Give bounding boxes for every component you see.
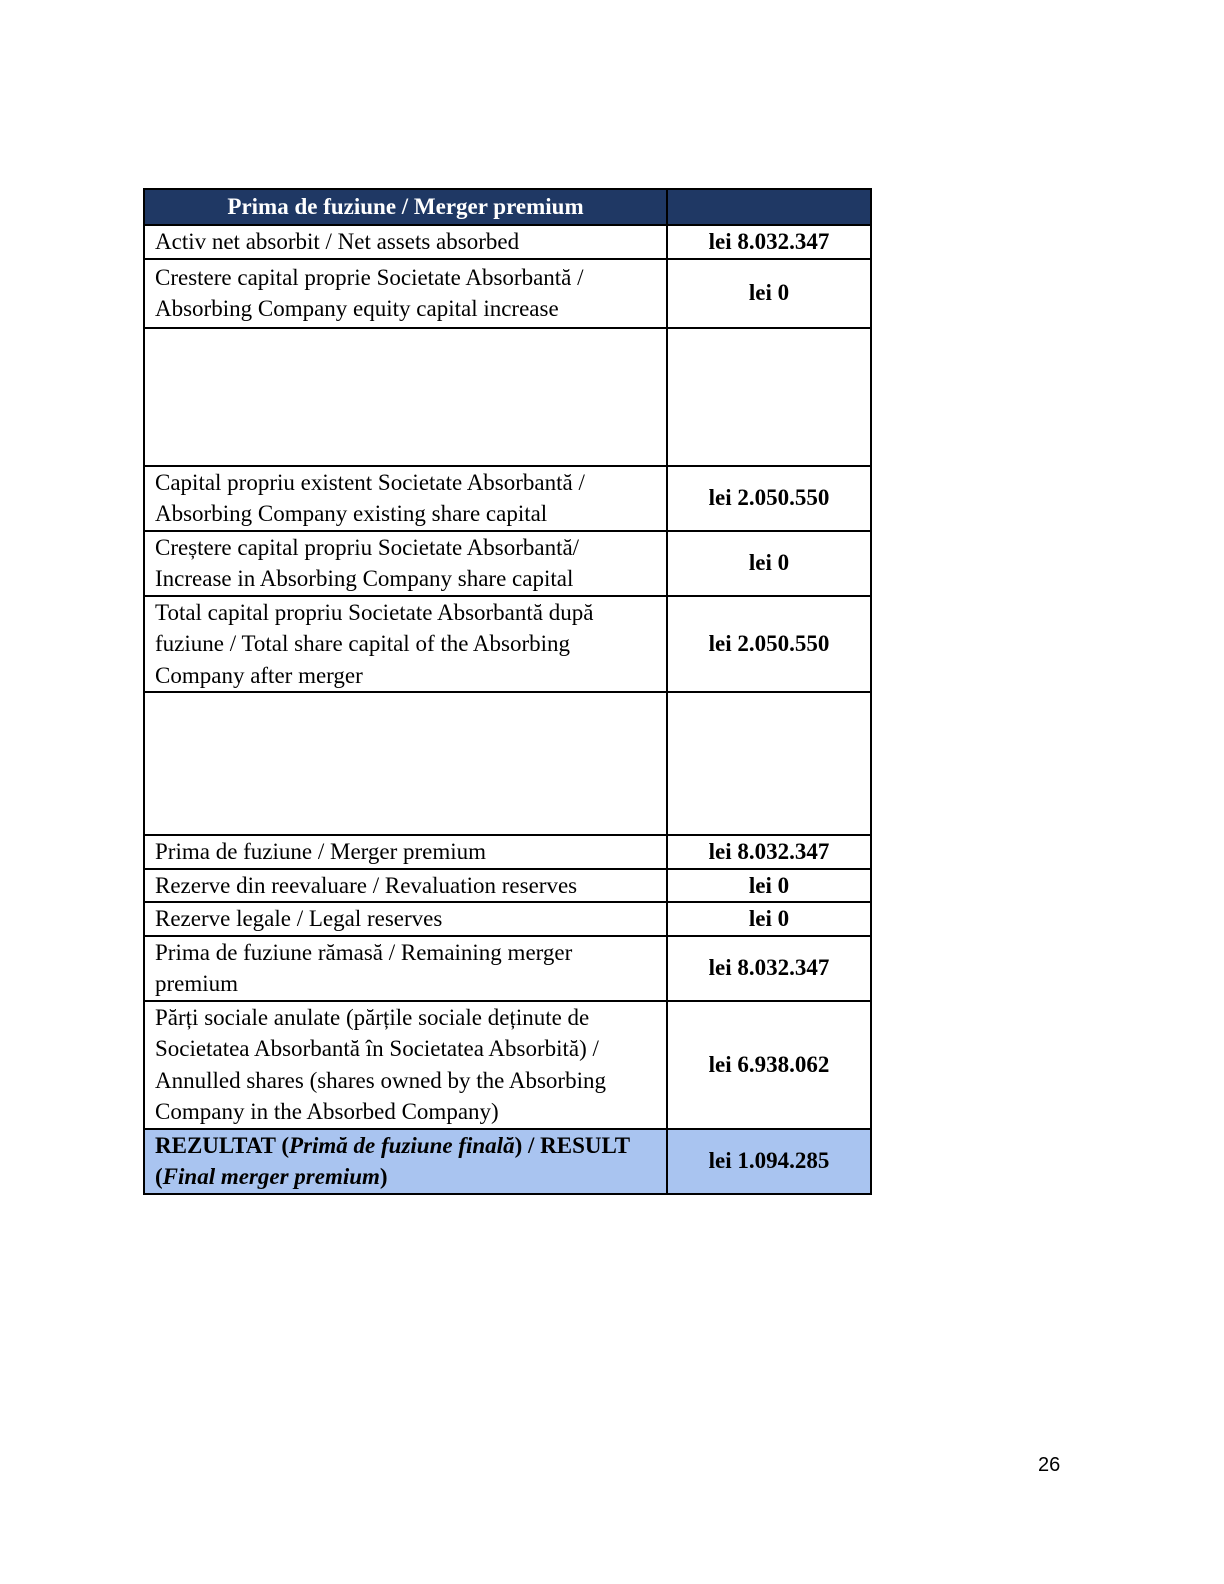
table-row bbox=[144, 596, 871, 693]
result-label bbox=[144, 1129, 667, 1194]
result-label-part3: ) bbox=[379, 1164, 388, 1189]
result-label-part1: REZULTAT ( bbox=[155, 1132, 290, 1158]
row-label: Creștere capital propriu Societate Absorbantă/ Increase in Absorbing Company share capital bbox=[144, 531, 667, 596]
row-label: Activ net absorbit / Net assets absorbed bbox=[144, 225, 667, 259]
row-value: lei 2.050.550 bbox=[667, 466, 871, 531]
blank-cell bbox=[144, 692, 667, 835]
table-row bbox=[144, 1001, 871, 1129]
blank-cell bbox=[667, 328, 871, 466]
table-row bbox=[144, 936, 871, 1001]
row-value: lei 6.938.062 bbox=[667, 1001, 871, 1129]
table-row bbox=[144, 869, 871, 903]
row-value: lei 8.032.347 bbox=[667, 835, 871, 869]
table-row bbox=[144, 835, 871, 869]
row-value: lei 8.032.347 bbox=[667, 225, 871, 259]
result-label-part2: ) / RESULT ( bbox=[155, 1132, 630, 1189]
row-label: Prima de fuziune / Merger premium bbox=[144, 835, 667, 869]
row-value: lei 0 bbox=[667, 531, 871, 596]
row-value: lei 0 bbox=[667, 869, 871, 903]
table-row bbox=[144, 466, 871, 531]
table-row bbox=[144, 225, 871, 259]
row-label: Total capital propriu Societate Absorbantă după fuziune / Total share capital of the Absorbing Company after merger bbox=[144, 596, 667, 693]
table-row bbox=[144, 902, 871, 936]
blank-row bbox=[144, 328, 871, 466]
blank-cell bbox=[667, 692, 871, 835]
row-label: Crestere capital proprie Societate Absorbantă / Absorbing Company equity capital increase bbox=[144, 259, 667, 328]
result-label-italic1: Primă de fuziune finală bbox=[289, 1132, 515, 1158]
row-label: Părți sociale anulate (părțile sociale deținute de Societatea Absorbantă în Societatea Absorbită) / Annulled shares (shares owned by the Absorbing Company in the Absorbed Company) bbox=[144, 1001, 667, 1129]
blank-row bbox=[144, 692, 871, 835]
row-value: lei 0 bbox=[667, 259, 871, 328]
row-label: Rezerve din reevaluare / Revaluation reserves bbox=[144, 869, 667, 903]
table-header-row bbox=[144, 189, 871, 225]
row-label: Capital propriu existent Societate Absorbantă / Absorbing Company existing share capital bbox=[144, 466, 667, 531]
row-label: Prima de fuziune rămasă / Remaining merger premium bbox=[144, 936, 667, 1001]
table-row bbox=[144, 531, 871, 596]
row-label: Rezerve legale / Legal reserves bbox=[144, 902, 667, 936]
page-number: 26 bbox=[1038, 1454, 1061, 1476]
table-row bbox=[144, 259, 871, 328]
result-value: lei 1.094.285 bbox=[667, 1129, 871, 1194]
result-label-italic2: Final merger premium bbox=[162, 1164, 380, 1189]
blank-cell bbox=[144, 328, 667, 466]
header-label: Prima de fuziune / Merger premium bbox=[144, 189, 667, 225]
result-row bbox=[144, 1129, 871, 1194]
row-value: lei 0 bbox=[667, 902, 871, 936]
row-value: lei 2.050.550 bbox=[667, 596, 871, 693]
row-value: lei 8.032.347 bbox=[667, 936, 871, 1001]
merger-premium-table bbox=[143, 188, 872, 1195]
header-value bbox=[667, 189, 871, 225]
